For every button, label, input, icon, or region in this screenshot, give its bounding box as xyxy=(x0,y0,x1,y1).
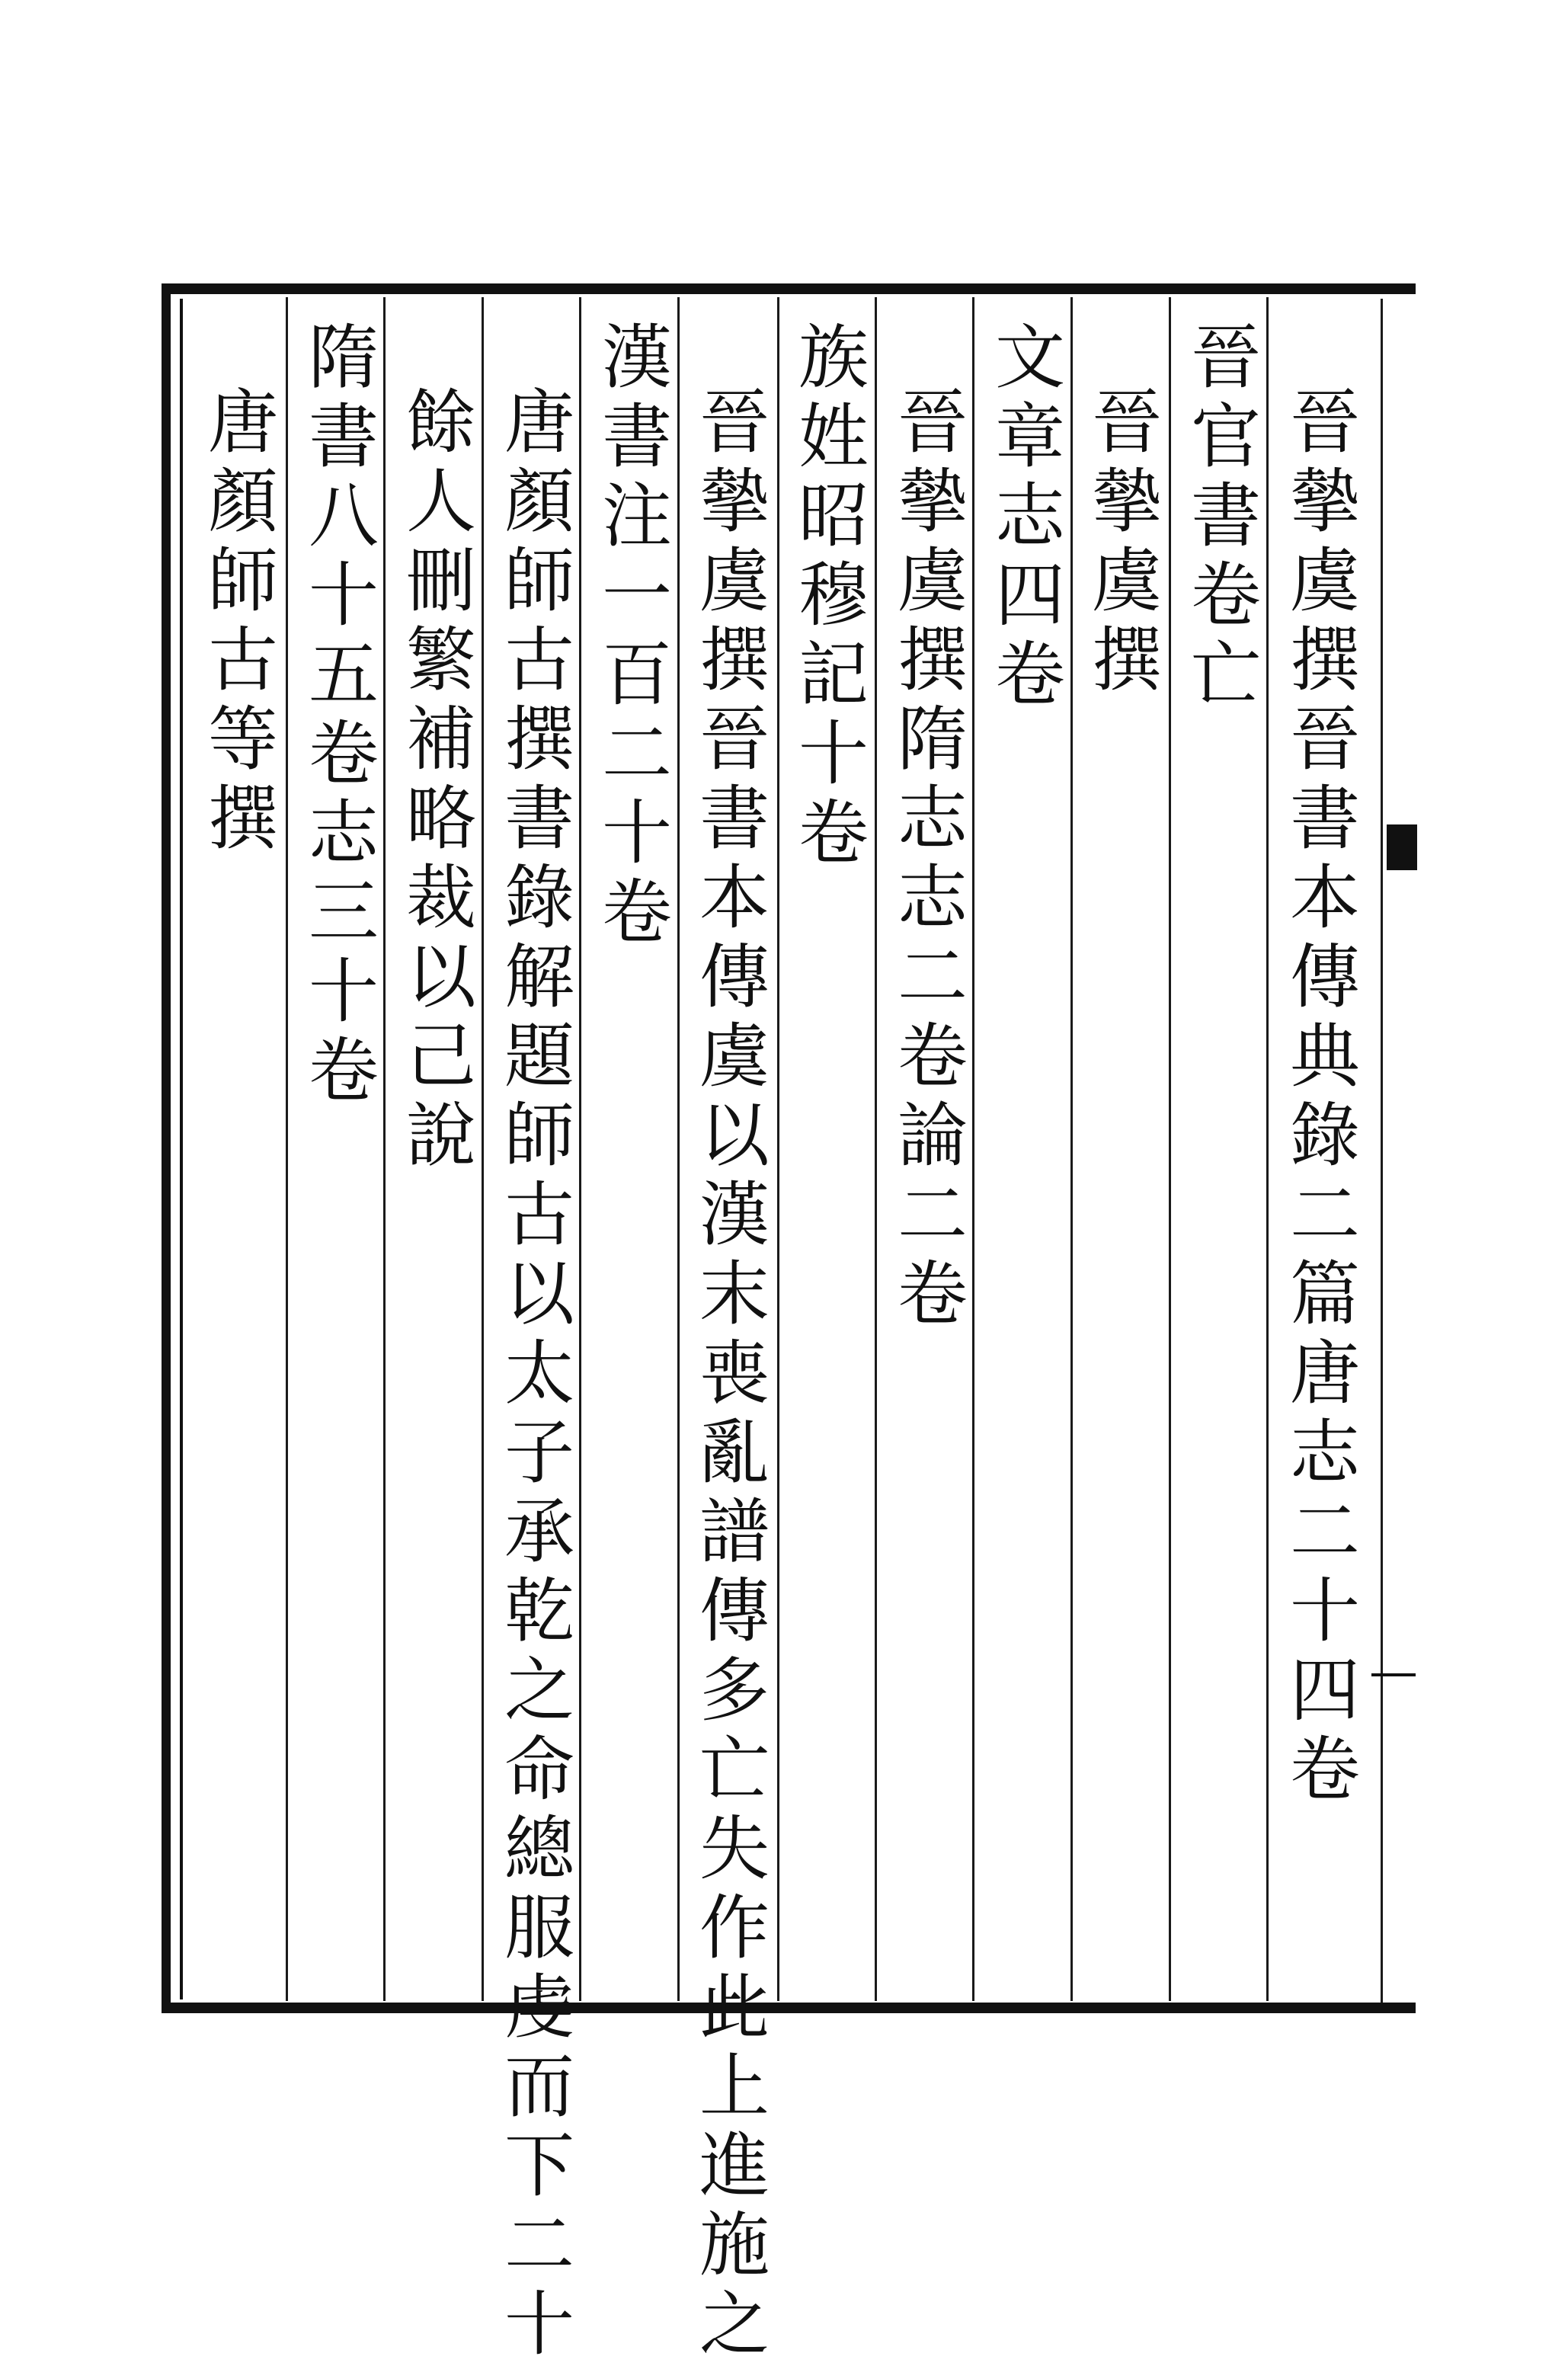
banxin-fishtail-mark xyxy=(1387,824,1417,870)
text-column-4: 文章志四卷 xyxy=(984,320,1065,716)
text-column-10: 餘人刪繁補略裁以己說 xyxy=(395,385,476,1177)
column-rule xyxy=(1266,297,1269,2001)
text-column-2: 晉官書卷亡 xyxy=(1179,320,1261,716)
column-rule xyxy=(286,297,288,2001)
column-rule xyxy=(972,297,974,2001)
column-rule xyxy=(1169,297,1171,2001)
text-column-8: 漢書注一百二十卷 xyxy=(590,320,672,954)
column-rule xyxy=(482,297,484,2001)
column-rule xyxy=(777,297,779,2001)
text-column-12: 唐顏師古等撰 xyxy=(197,385,278,860)
frame-top-border xyxy=(162,283,1416,294)
banxin-edge xyxy=(1381,299,1383,2003)
column-rule xyxy=(1070,297,1073,2001)
frame-left-border xyxy=(162,283,171,2013)
frame-left-inner-border xyxy=(180,299,183,1999)
column-rule xyxy=(579,297,581,2001)
column-rule xyxy=(677,297,680,2001)
column-rule xyxy=(383,297,386,2001)
text-column-9: 唐顏師古撰書錄解題師古以太子承乾之命總服虔而下二十 xyxy=(493,385,574,2366)
text-column-11: 隋書八十五卷志三十卷 xyxy=(297,320,379,1113)
text-column-7: 晉摰虞撰晉書本傳虞以漢末喪亂譜傳多亡失作此上進施之 xyxy=(688,385,770,2366)
column-rule xyxy=(875,297,877,2001)
text-column-5: 晉摰虞撰隋志志二卷論二卷 xyxy=(886,385,968,1336)
banxin-line xyxy=(1371,1673,1416,1676)
text-column-3: 晉摰虞撰 xyxy=(1080,385,1162,702)
frame-bottom-border xyxy=(162,2003,1416,2013)
text-column-1: 晉摰虞撰晉書本傳典錄二篇唐志二十四卷 xyxy=(1278,385,1360,1811)
text-column-6: 族姓昭穆記十卷 xyxy=(787,320,869,875)
